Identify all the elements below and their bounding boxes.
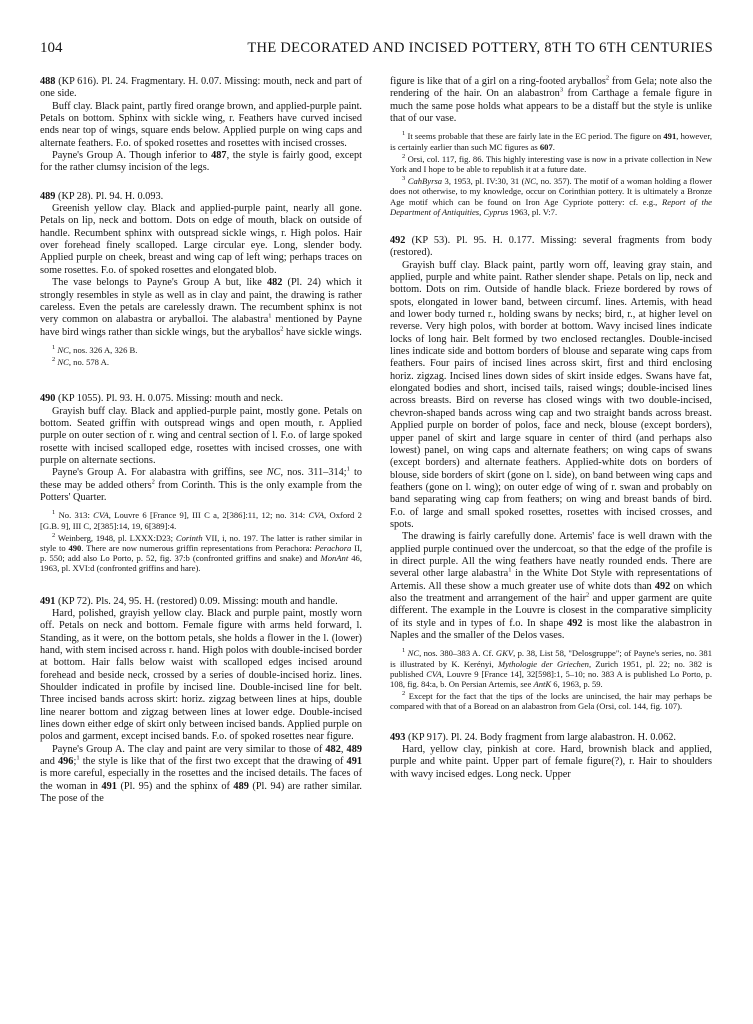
catalogue-entry-492 — [390, 235, 712, 712]
entry-description: Greenish yellow clay. Black and applied-purple paint, nearly all gone. Petals on lip, neck and bottom. Dots on edge of mouth, black on outside of handle. Recumbent sphinx with outspread sickle wings, r. High polos. Hair over forehead finely scalloped. Large circular eye. Long, slender body. Applied purple on cheek, breast and wing cap of left wing; perhaps traces on some rosettes. F.o. of spoked rosettes and elongated blob. — [40, 203, 362, 276]
entry-description: Hard, polished, grayish yellow clay. Black and purple paint, mostly worn off. Petals on neck and bottom. Female figure with arms held forward, l. Standing, as it were, on the bottom petals, she holds a flower in the l. (lower) hand, with stem incised across r. hand. High polos with double-incised border at bottom. Hair falls below waist with scalloped edges incised around forehead and beside neck, crossed by a series of double-incised horiz. lines. Shoulder indicated in profile by incised line. Double-incised line for belt. Three incised bands across skirt: horiz. zigzag between lines at hips, double line nearer bottom and zigzag between lines at lower edge. Double-incised lines down either edge of skirt only between incised bands. Applied purple on polos and garment, except incised bands. F.o. of spoked rosettes near figure. — [40, 607, 362, 743]
entry-description: Buff clay. Black paint, partly fired orange brown, and applied-purple paint. Petals on bottom. Sphinx with sickle wing, r. Feathers have curved incised ends near top of wings, square ends below. Applied purple on wing caps and alternate feathers. F.o. of spoked rosettes and rosettes with incised crosses. — [40, 100, 362, 149]
footnote: $^2$ Weinberg, 1948, pl. LXXX:D23; Corinth VII, i, no. 197. The latter is rather similar in style to 490. There are now numerous griffin representations from Perachora: Perachora II, p. 550; add also Lo Porto, p. 52, fig. 37:b (confronted griffins and snake) and MonAnt 46, 1963, pl. XVI:d (confronted griffins and hare). — [40, 531, 363, 574]
catalogue-entry-493 — [390, 732, 712, 781]
page-number: 104 — [40, 40, 63, 56]
entry-commentary: Payne's Group A. The clay and paint are very similar to those of 482, 489 and 496;$^1$ the style is like that of the first two except that the drawing of 491 is more careful, especially in the rosettes and the incised details. The faces of the woman in 491 (Pl. 95) and the sphinx of 489 (Pl. 94) are rather similar. The pose of the — [40, 743, 362, 805]
entry-number: 489 — [40, 190, 56, 202]
entry-heading: 493 (KP 917). Pl. 24. Body fragment from large alabastron. H. 0.062. — [390, 731, 676, 743]
right-column — [390, 76, 712, 781]
entry-description: Grayish buff clay. Black paint, partly worn off, leaving gray stain, and applied, purple and white paint. Rather slender shape. Petals on lip, neck and bottom. Dots on rim. Outside of handle black. Frieze bordered by rows of spots, elongated in lower band, between circumf. lines. Artemis, with head and lower body turned r., holding swans by necks; bird, r., at higher level on reverse. Very high polos, with border at bottom. Wavy incised lines indicate locks of long hair. Belt formed by two enclosed rectangles. Double-incised lines indicate side and bottom borders of blouse and separate wing caps from feathers. Four pairs of incised lines across skirt, first and third enclosing horiz. zigzag. Incised lines down sides of skirt inside edges. Swans have fat, elongated bodies and short, incised tails, raised wings; double-incised lines across breasts. Bird on reverse has closed wings with two double-incised, chevron-shaped bands across wing cap and two straight bands across breast. Applied purple on border of polos, face and neck, blouse (except borders), upper panel of skirt and large square in center of third (and perhaps also lowest) panel, on wing caps and alternate feathers; on wing caps of swans (except borders) and alternate feathers. Applied-white dots on borders of blouse, side borders of skirt (gone on l. side), on band between wing caps and feathers (gone on l. wing); on outer edge of wing of r. swan and probably on band separating wing cap from feathers; on wing and breast bands of bird. F.o. of large and small spoked rosettes, rosettes with incised crosses, and spots. — [390, 259, 712, 530]
entry-number: 492 — [390, 235, 406, 246]
footnote: $^1$ NC, nos. 380–383 A. Cf. GKV, p. 38, List 58, "Delosgruppe"; of Payne's series, no. 381 is illustrated by K. Kerényi, Mythologie der Griechen, Zurich 1951, pl. 22; no. 382 is published CVA, Louvre 9 [France 14], 32[598]:1, 5–10; no. 383 A is published Lo Porto, p. 108, fig. 84:a, b. On Persian Artemis, see AntK 6, 1963, p. 59. — [390, 647, 712, 689]
catalogue-entry-491 — [40, 596, 362, 806]
continuation-491 — [390, 76, 712, 217]
footnotes — [40, 510, 362, 573]
footnote: $^3$ CahByrsa 3, 1953, pl. IV:30, 31 (NC, no. 357). The motif of a woman holding a flower does not otherwise, to my knowledge, occur on Corinthian pottery. It is ultimately a Bronze Age motif which can be found on Iron Age Cypriote pottery: cf. e.g., Report of the Department of Antiquities, Cyprus 1963, pl. V:7. — [390, 175, 712, 217]
footnote: $^2$ NC, no. 578 A. — [52, 356, 109, 368]
entry-commentary-continued: figure is like that of a girl on a ring-footed aryballos$^2$ from Gela; note also the rendering of the hair. On an alabastron$^3$ from Carthage a female figure in much the same pose holds what appears to be a distaff but the style is unlike that of our vase. — [390, 74, 712, 125]
footnote: $^1$ No. 313: CVA, Louvre 6 [France 9], III C a, 2[386]:11, 12; no. 314: CVA, Oxford 2 [G.B. 9], III C, 2[385]:14, 19, 6[389]:4. — [40, 509, 362, 531]
entry-description: Hard, yellow clay, pinkish at core. Hard, brownish black and applied, purple and white paint. Upper part of female figure(?), r. Hair to shoulders with wavy incised edges. Long neck. Upper — [390, 743, 712, 780]
footnotes — [40, 345, 362, 367]
entry-heading: 489 (KP 28). Pl. 94. H. 0.093. — [40, 190, 164, 202]
entry-heading: 491 (KP 72). Pls. 24, 95. H. (restored) 0.09. Missing: mouth and handle. — [40, 595, 338, 607]
entry-commentary: Payne's Group A. Though inferior to 487, the style is fairly good, except for the rather clumsy incision of the legs. — [40, 150, 362, 174]
catalogue-entry-490 — [40, 393, 362, 573]
entry-description: Grayish buff clay. Black and applied-purple paint, mostly gone. Petals on bottom. Seated griffin with outspread wings and open mouth, r. Applied purple on outer section of r. wing and central section of l. F.o. of large spoked rosette with incised scalloped edge, rosettes with incised crosses, one with purple on alternate sections. — [40, 405, 362, 466]
entry-heading: 490 (KP 1055). Pl. 93. H. 0.075. Missing: mouth and neck. — [40, 393, 284, 405]
entry-commentary: Payne's Group A. For alabastra with griffins, see NC, nos. 311–314;$^1$ to these may be added others$^2$ from Corinth. This is the only example from the Potters' Quarter. — [40, 465, 362, 504]
catalogue-entry-489 — [40, 191, 362, 368]
footnote: $^2$ Orsi, col. 117, fig. 86. This highly interesting vase is now in a private collection in New York and I hope to be able to republish it at a future date. — [390, 152, 712, 174]
footnotes — [390, 648, 712, 711]
footnote: $^1$ It seems probable that these are fairly late in the EC period. The figure on 491, however, is certainly earlier than such MC figures as 607. — [390, 130, 712, 152]
footnotes — [390, 131, 712, 217]
footnote: $^2$ Except for the fact that the tips of the locks are unincised, the hair may perhaps be compared with that of a Boread on an alabastron from Gela (Orsi, col. 144, fig. 107). — [390, 690, 712, 712]
entry-commentary: The drawing is fairly carefully done. Artemis' face is well drawn with the applied purple continued over the undercoat, so that the edge of the profile is in direct purple. All the wing feathers have neatly rounded ends. There are several other large alabastra$^1$ in the White Dot Style with representations of Artemis. All these show a much greater use of white dots than 492 on which also the treatment and arrangement of the hair$^2$ and upper garment are quite different. The example in the Louvre is closest in the comparative simplicity of its style and in types of f.o. In shape 492 is most like the alabastron in Naples and the smaller of the Delos vases. — [390, 531, 713, 641]
entry-heading: 492 (KP 53). Pl. 95. H. 0.177. Missing: several fragments from body (restored). — [390, 235, 712, 259]
entry-number: 491 — [40, 595, 56, 607]
entry-number: 490 — [40, 393, 56, 405]
entry-commentary: The vase belongs to Payne's Group A but, like 482 (Pl. 24) which it strongly resembles in style as well as in clay and paint, the drawing is rather careless. Even the petals are carelessly drawn. The recumbent sphinx is not very common on alabastra or aryballoi. The alabastra$^1$ mentioned by Payne have bird wings rather than sickle wings, but the aryballos$^2$ have sickle wings. — [40, 277, 363, 338]
entry-number: 488 — [40, 76, 56, 87]
running-title: THE DECORATED AND INCISED POTTERY, 8TH TO 6TH CENTURIES — [247, 40, 713, 56]
page-header — [40, 40, 713, 60]
catalogue-entry-488 — [40, 76, 362, 175]
entry-number: 493 — [390, 731, 406, 743]
entry-heading: 488 (KP 616). Pl. 24. Fragmentary. H. 0.07. Missing: mouth, neck and part of one side. — [40, 76, 362, 100]
left-column — [40, 76, 362, 805]
footnote: $^1$ NC, nos. 326 A, 326 B. — [52, 344, 138, 355]
